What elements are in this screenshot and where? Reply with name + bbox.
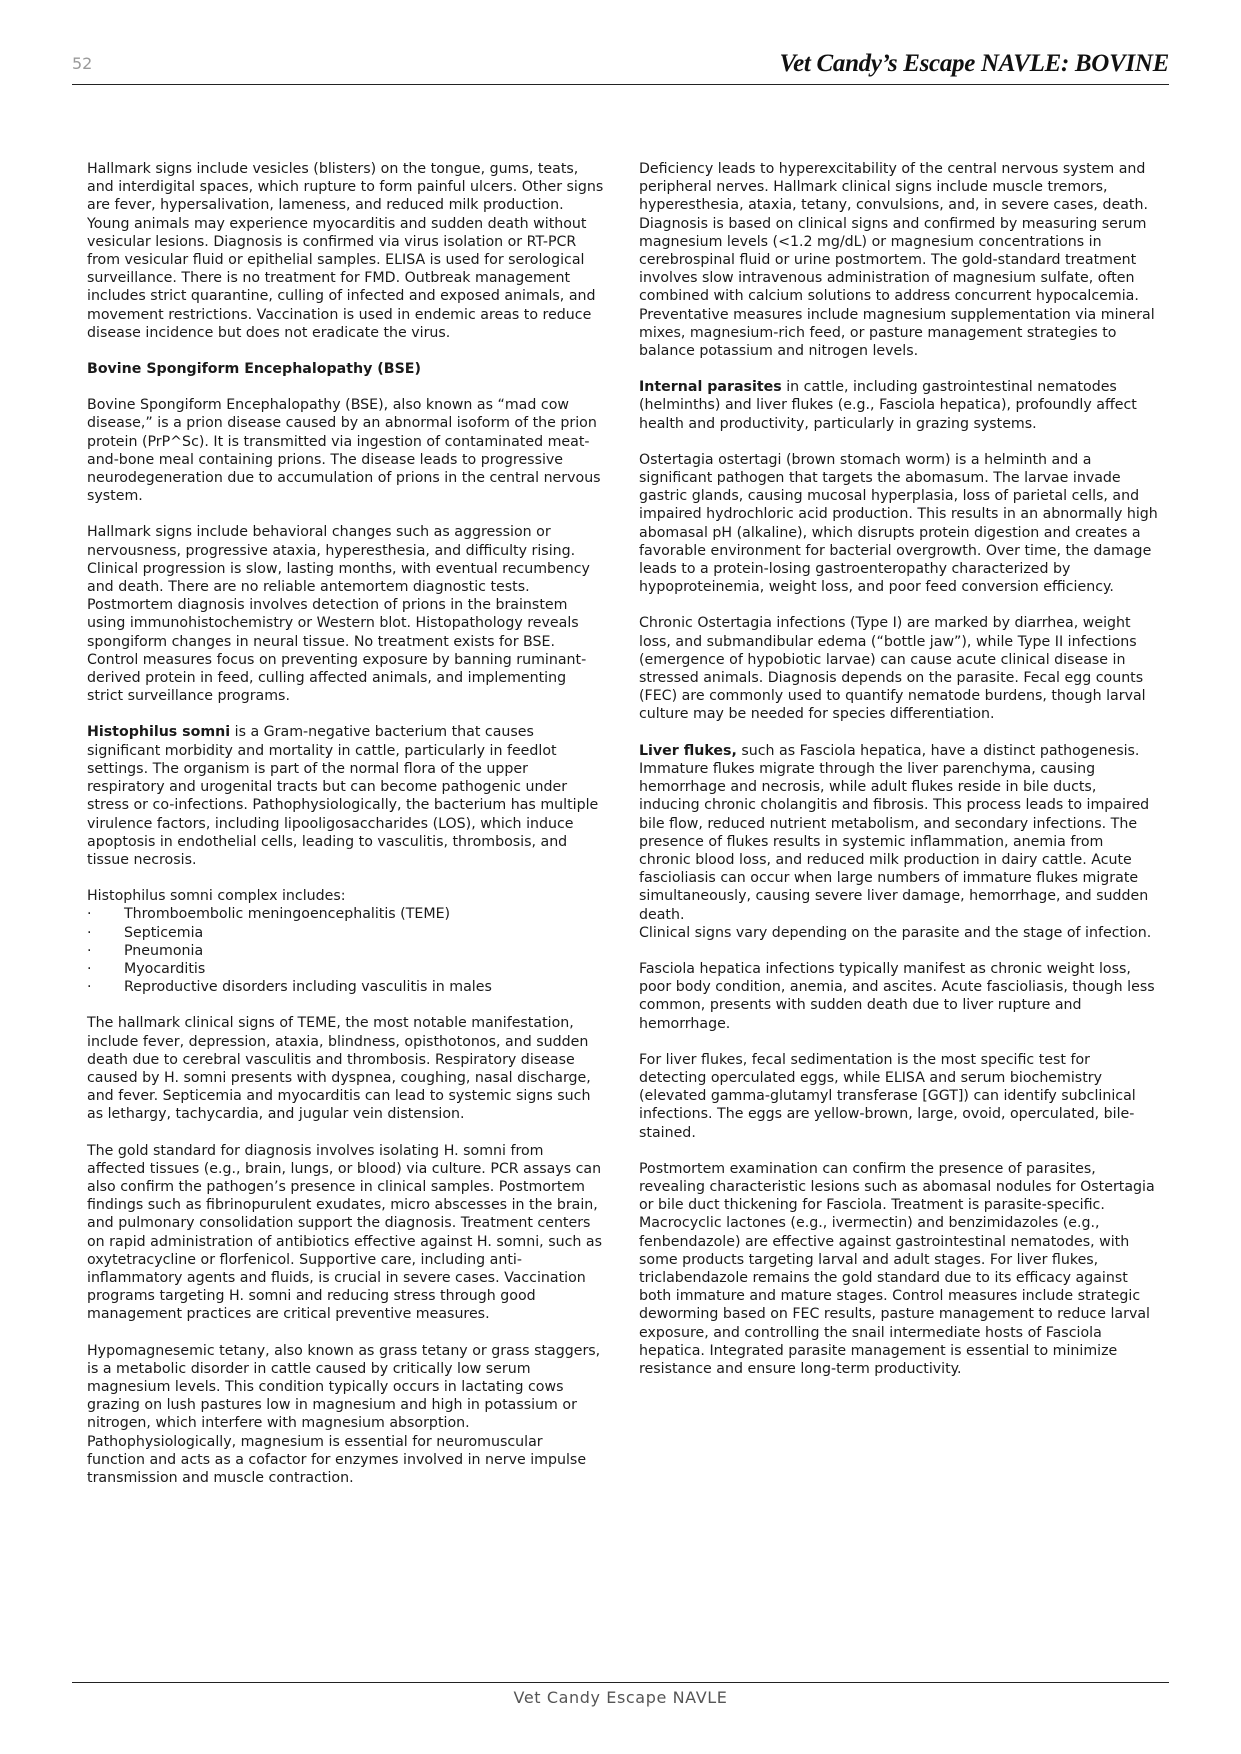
fasciola-manifest-paragraph: Fasciola hepatica infections typically manifest as chronic weight loss, poor body condition, anemia, and ascites. Acute fascioliasis, though less common, presents with sudden death due to liver rupture and hemorrhage. bbox=[639, 960, 1155, 1032]
ostertagia-intro-paragraph: Ostertagia ostertagi (brown stomach worm) is a helminth and a significant pathogen that targets the abomasum. The larvae invade gastric glands, causing mucosal hyperplasia, loss of parietal cells, and impaired hydrochloric acid production. This results in an abnormally high abomasal pH (alkaline), which disrupts protein digestion and creates a favorable environment for bacterial overgrowth. Over time, the damage leads to a protein-losing gastroenteropathy characterized by hypoproteinemia, weight loss, and poor feed conversion efficiency. bbox=[639, 451, 1158, 596]
list-item: · Reproductive disorders including vasculitis in males bbox=[87, 978, 605, 996]
histophilus-term: Histophilus somni bbox=[87, 724, 231, 741]
left-column bbox=[87, 160, 605, 1505]
histophilus-diagnosis-paragraph: The gold standard for diagnosis involves isolating H. somni from affected tissues (e.g., brain, lungs, or blood) via culture. PCR assays can also confirm the pathogen’s presence in clinical samples. Postmortem findings such as fibrinopurulent exudates, micro abscesses in the brain, and pulmonary consolidation support the diagnosis. Treatment centers on rapid administration of antibiotics effective against H. somni, such as oxytetracycline or florfenicol. Supportive care, including anti-inflammatory agents and fluids, is crucial in severe cases. Vaccination programs targeting H. somni and reducing stress through good management practices are critical preventive measures. bbox=[87, 1142, 602, 1323]
liver-flukes-term: Liver flukes, bbox=[639, 742, 737, 759]
complex-intro: Histophilus somni complex includes: bbox=[87, 888, 346, 905]
teme-signs-paragraph: The hallmark clinical signs of TEME, the most notable manifestation, include fever, depression, ataxia, blindness, opisthotonos, and sudden death due to cerebral vasculitis and thrombosis. Respiratory disease caused by H. somni presents with dyspnea, coughing, nasal discharge, and fever. Septicemia and myocarditis can lead to systemic signs such as lethargy, tachycardia, and jugular vein distension. bbox=[87, 1015, 591, 1123]
internal-parasites-paragraph bbox=[639, 378, 1159, 433]
liver-flukes-signs-paragraph: Clinical signs vary depending on the parasite and the stage of infection. bbox=[639, 924, 1152, 941]
footer-text: Vet Candy Escape NAVLE bbox=[513, 1688, 728, 1707]
header-rule bbox=[72, 84, 1169, 85]
liver-flukes-paragraph bbox=[639, 742, 1159, 924]
internal-parasites-text: in cattle, including gastrointestinal nematodes (helminths) and liver flukes (e.g., Fasciola hepatica), profoundly affect health and productivity, particularly in grazing systems. bbox=[639, 379, 1137, 432]
list-item: · Thromboembolic meningoencephalitis (TEME) bbox=[87, 905, 605, 923]
list-item: · Pneumonia bbox=[87, 942, 605, 960]
histophilus-intro-text: is a Gram-negative bacterium that causes significant morbidity and mortality in cattle, particularly in feedlot settings. The organism is part of the normal flora of the upper respiratory and urogenital tracts but can become pathogenic under stress or co-infections. Pathophysiologically, the bacterium has multiple virulence factors, including lipooligosaccharides (LOS), which induce apoptosis in endothelial cells, leading to vasculitis, thrombosis, and tissue necrosis. bbox=[87, 724, 599, 868]
complex-list bbox=[87, 905, 605, 996]
ostertagia-types-paragraph: Chronic Ostertagia infections (Type I) are marked by diarrhea, weight loss, and submandibular edema (“bottle jaw”), while Type II infections (emergence of hypobiotic larvae) can cause acute clinical disease in stressed animals. Diagnosis depends on the parasite. Fecal egg counts (FEC) are commonly used to quantify nematode burdens, though larval culture may be needed for species differentiation. bbox=[639, 615, 1146, 723]
histophilus-paragraph bbox=[87, 723, 605, 869]
postmortem-treatment-paragraph: Postmortem examination can confirm the presence of parasites, revealing characteristic lesions such as abomasal nodules for Ostertagia or bile duct thickening for Fasciola. Treatment is parasite-specific. Macrocyclic lactones (e.g., ivermectin) and benzimidazoles (e.g., fenbendazole) are effective against gastrointestinal nematodes, with some products targeting larval and adult stages. For liver flukes, triclabendazole remains the gold standard due to its efficacy against both immature and mature stages. Control measures include strategic deworming based on FEC results, pasture management to reduce larval exposure, and controlling the snail intermediate hosts of Fasciola hepatica. Integrated parasite management is essential to minimize resistance and ensure long-term productivity. bbox=[639, 1160, 1155, 1377]
internal-parasites-term: Internal parasites bbox=[639, 379, 782, 396]
right-column bbox=[639, 160, 1159, 1396]
page-number: 52 bbox=[72, 54, 93, 73]
bse-heading: Bovine Spongiform Encephalopathy (BSE) bbox=[87, 361, 421, 378]
bse-diagnosis-paragraph: Postmortem diagnosis involves detection of prions in the brainstem using immunohistochemistry or Western blot. Histopathology reveals spongiform changes in neural tissue. No treatment exists for BSE. Control measures focus on preventing exposure by banning ruminant-derived protein in feed, culling affected animals, and implementing strict surveillance programs. bbox=[87, 597, 587, 705]
liver-flukes-text: such as Fasciola hepatica, have a distinct pathogenesis. Immature flukes migrate through the liver parenchyma, causing hemorrhage and necrosis, while adult flukes reside in bile ducts, inducing chronic cholangitis and fibrosis. This process leads to impaired bile flow, reduced nutrient metabolism, and secondary infections. The presence of flukes results in systemic inflammation, anemia from chronic blood loss, and reduced milk production in dairy cattle. Acute fascioliasis can occur when large numbers of immature flukes migrate simultaneously, causing severe liver damage, hemorrhage, and sudden death. bbox=[639, 742, 1150, 923]
list-item: · Myocarditis bbox=[87, 960, 605, 978]
footer-rule bbox=[72, 1682, 1169, 1683]
running-title: Vet Candy’s Escape NAVLE: BOVINE bbox=[779, 50, 1169, 77]
bse-intro-paragraph: Bovine Spongiform Encephalopathy (BSE), also known as “mad cow disease,” is a prion disease caused by an abnormal isoform of the prion protein (PrP^Sc). It is transmitted via ingestion of contaminated meat-and-bone meal containing prions. The disease leads to progressive neurodegeneration due to accumulation of prions in the central nervous system. bbox=[87, 397, 601, 505]
bse-signs-paragraph: Hallmark signs include behavioral changes such as aggression or nervousness, progressive ataxia, hyperesthesia, and difficulty rising. Clinical progression is slow, lasting months, with eventual recumbency and death. There are no reliable antemortem diagnostic tests. bbox=[87, 524, 590, 596]
hypomagnesemic-continued-paragraph: Deficiency leads to hyperexcitability of the central nervous system and peripheral nerves. Hallmark clinical signs include muscle tremors, hyperesthesia, ataxia, tetany, convulsions, and, in severe cases, death. Diagnosis is based on clinical signs and confirmed by measuring serum magnesium levels (<1.2 mg/dL) or magnesium concentrations in cerebrospinal fluid or urine postmortem. The gold-standard treatment involves slow intravenous administration of magnesium sulfate, often combined with calcium solutions to address concurrent hypocalcemia. Preventative measures include magnesium supplementation via mineral mixes, magnesium-rich feed, or pasture management strategies to balance potassium and nitrogen levels. bbox=[639, 161, 1155, 360]
fluke-diagnosis-paragraph: For liver flukes, fecal sedimentation is the most specific test for detecting operculated eggs, while ELISA and serum biochemistry (elevated gamma-glutamyl transferase [GGT]) can identify subclinical infections. The eggs are yellow-brown, large, ovoid, operculated, bile-stained. bbox=[639, 1051, 1136, 1141]
hypomagnesemic-intro-paragraph: Hypomagnesemic tetany, also known as grass tetany or grass staggers, is a metabolic disorder in cattle caused by critically low serum magnesium levels. This condition typically occurs in lactating cows grazing on lush pastures low in magnesium and high in potassium or nitrogen, which interfere with magnesium absorption. Pathophysiologically, magnesium is essential for neuromuscular function and acts as a cofactor for enzymes involved in nerve impulse transmission and muscle contraction. bbox=[87, 1342, 601, 1486]
list-item: · Septicemia bbox=[87, 924, 605, 942]
fmd-paragraph: Hallmark signs include vesicles (blisters) on the tongue, gums, teats, and interdigital spaces, which rupture to form painful ulcers. Other signs are fever, hypersalivation, lameness, and reduced milk production. Young animals may experience myocarditis and sudden death without vesicular lesions. Diagnosis is confirmed via virus isolation or RT-PCR from vesicular fluid or epithelial samples. ELISA is used for serological surveillance. There is no treatment for FMD. Outbreak management includes strict quarantine, culling of infected and exposed animals, and movement restrictions. Vaccination is used in endemic areas to reduce disease incidence but does not eradicate the virus. bbox=[87, 161, 604, 341]
